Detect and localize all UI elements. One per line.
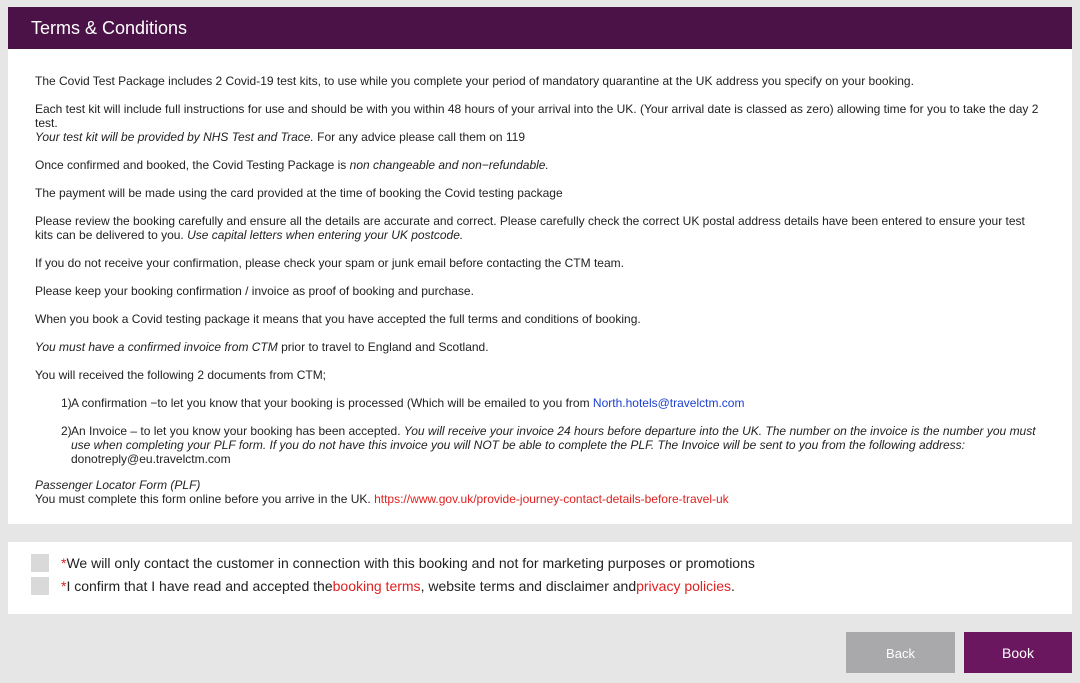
contact-consent-label: We will only contact the customer in connection with this booking and not for marketing purposes or promotions	[66, 555, 755, 571]
booking-terms-link[interactable]: booking terms	[332, 578, 421, 594]
confirmation-email-link[interactable]: North.hotels@travelctm.com	[592, 396, 745, 410]
documents-list	[35, 396, 1046, 466]
terms-text: For any advice please call them on 119	[313, 130, 526, 144]
list-text: An Invoice – to let you know your booking has been accepted.	[71, 424, 404, 438]
terms-text: The Covid Test Package includes 2 Covid-19 test kits, to use while you complete your period of mandatory quarantine at the UK address you specify on your booking.	[35, 74, 914, 88]
terms-paragraph	[35, 102, 1046, 144]
terms-italic: Your test kit will be provided by NHS Test and Trace.	[35, 130, 314, 144]
list-text: A confirmation −to let you know that your booking is processed (Which will be emailed to you from	[71, 396, 593, 410]
consent-row-terms	[31, 577, 735, 595]
terms-consent-label: .	[731, 578, 735, 594]
invoice-email: donotreply@eu.travelctm.com	[71, 452, 231, 466]
terms-italic: non changeable and non−refundable.	[349, 158, 549, 172]
plf-title: Passenger Locator Form (PLF)	[35, 478, 201, 492]
terms-card	[8, 7, 1072, 524]
plf-text: You must complete this form online before you arrive in the UK.	[35, 492, 375, 506]
privacy-policies-link[interactable]: privacy policies	[636, 578, 732, 594]
terms-paragraph	[35, 186, 1046, 200]
terms-body	[8, 49, 1072, 506]
list-italic: You will receive your invoice 24 hours before departure into the UK. The number on the invoice is the number you must use when completing your PLF form. If you do not have this invoice you will NOT be able to complete the PLF. The Invoice will be sent to you from the following address:	[71, 424, 1036, 452]
terms-paragraph	[35, 74, 1046, 88]
back-button[interactable]: Back	[846, 632, 955, 673]
plf-link[interactable]: https://www.gov.uk/provide-journey-contact-details-before-travel-uk	[374, 492, 729, 506]
terms-title: Terms & Conditions	[31, 18, 188, 38]
terms-text: prior to travel to England and Scotland.	[277, 340, 489, 354]
list-item	[35, 424, 1046, 466]
terms-italic: Use capital letters when entering your UK postcode.	[187, 228, 464, 242]
terms-paragraph	[35, 312, 1046, 326]
terms-text: If you do not receive your confirmation, please check your spam or junk email before contacting the CTM team.	[35, 256, 624, 270]
terms-paragraph	[35, 368, 1046, 382]
terms-consent-label: , website terms and disclaimer and	[420, 578, 637, 594]
consent-row-contact	[31, 554, 755, 572]
terms-text: Once confirmed and booked, the Covid Testing Package is	[35, 158, 350, 172]
required-marker: *	[61, 578, 67, 594]
terms-header	[8, 7, 1072, 49]
terms-paragraph	[35, 158, 1046, 172]
terms-text: When you book a Covid testing package it means that you have accepted the full terms and conditions of booking.	[35, 312, 641, 326]
list-number: 2)	[61, 424, 72, 438]
terms-paragraph	[35, 256, 1046, 270]
terms-consent-checkbox[interactable]	[31, 577, 49, 595]
terms-paragraph	[35, 214, 1046, 242]
book-button[interactable]: Book	[964, 632, 1072, 673]
terms-text: You will received the following 2 documents from CTM;	[35, 368, 327, 382]
list-item	[35, 396, 1046, 410]
plf-block	[35, 478, 1046, 506]
terms-consent-label: I confirm that I have read and accepted the	[66, 578, 333, 594]
consent-card	[8, 542, 1072, 614]
list-number: 1)	[61, 396, 72, 410]
terms-paragraph	[35, 284, 1046, 298]
terms-text: The payment will be made using the card provided at the time of booking the Covid testing package	[35, 186, 563, 200]
terms-text: Please review the booking carefully and ensure all the details are accurate and correct. Please carefully check the correct UK postal address details have been entered to ensure your test kits can be delivered to you.	[35, 214, 1025, 242]
terms-text: Please keep your booking confirmation / invoice as proof of booking and purchase.	[35, 284, 474, 298]
terms-paragraph	[35, 340, 1046, 354]
terms-text: Each test kit will include full instructions for use and should be with you within 48 hours of your arrival into the UK. (Your arrival date is classed as zero) allowing time for you to take the day 2 test.	[35, 102, 1039, 130]
contact-consent-checkbox[interactable]	[31, 554, 49, 572]
required-marker: *	[61, 555, 67, 571]
terms-italic: You must have a confirmed invoice from CTM	[35, 340, 278, 354]
